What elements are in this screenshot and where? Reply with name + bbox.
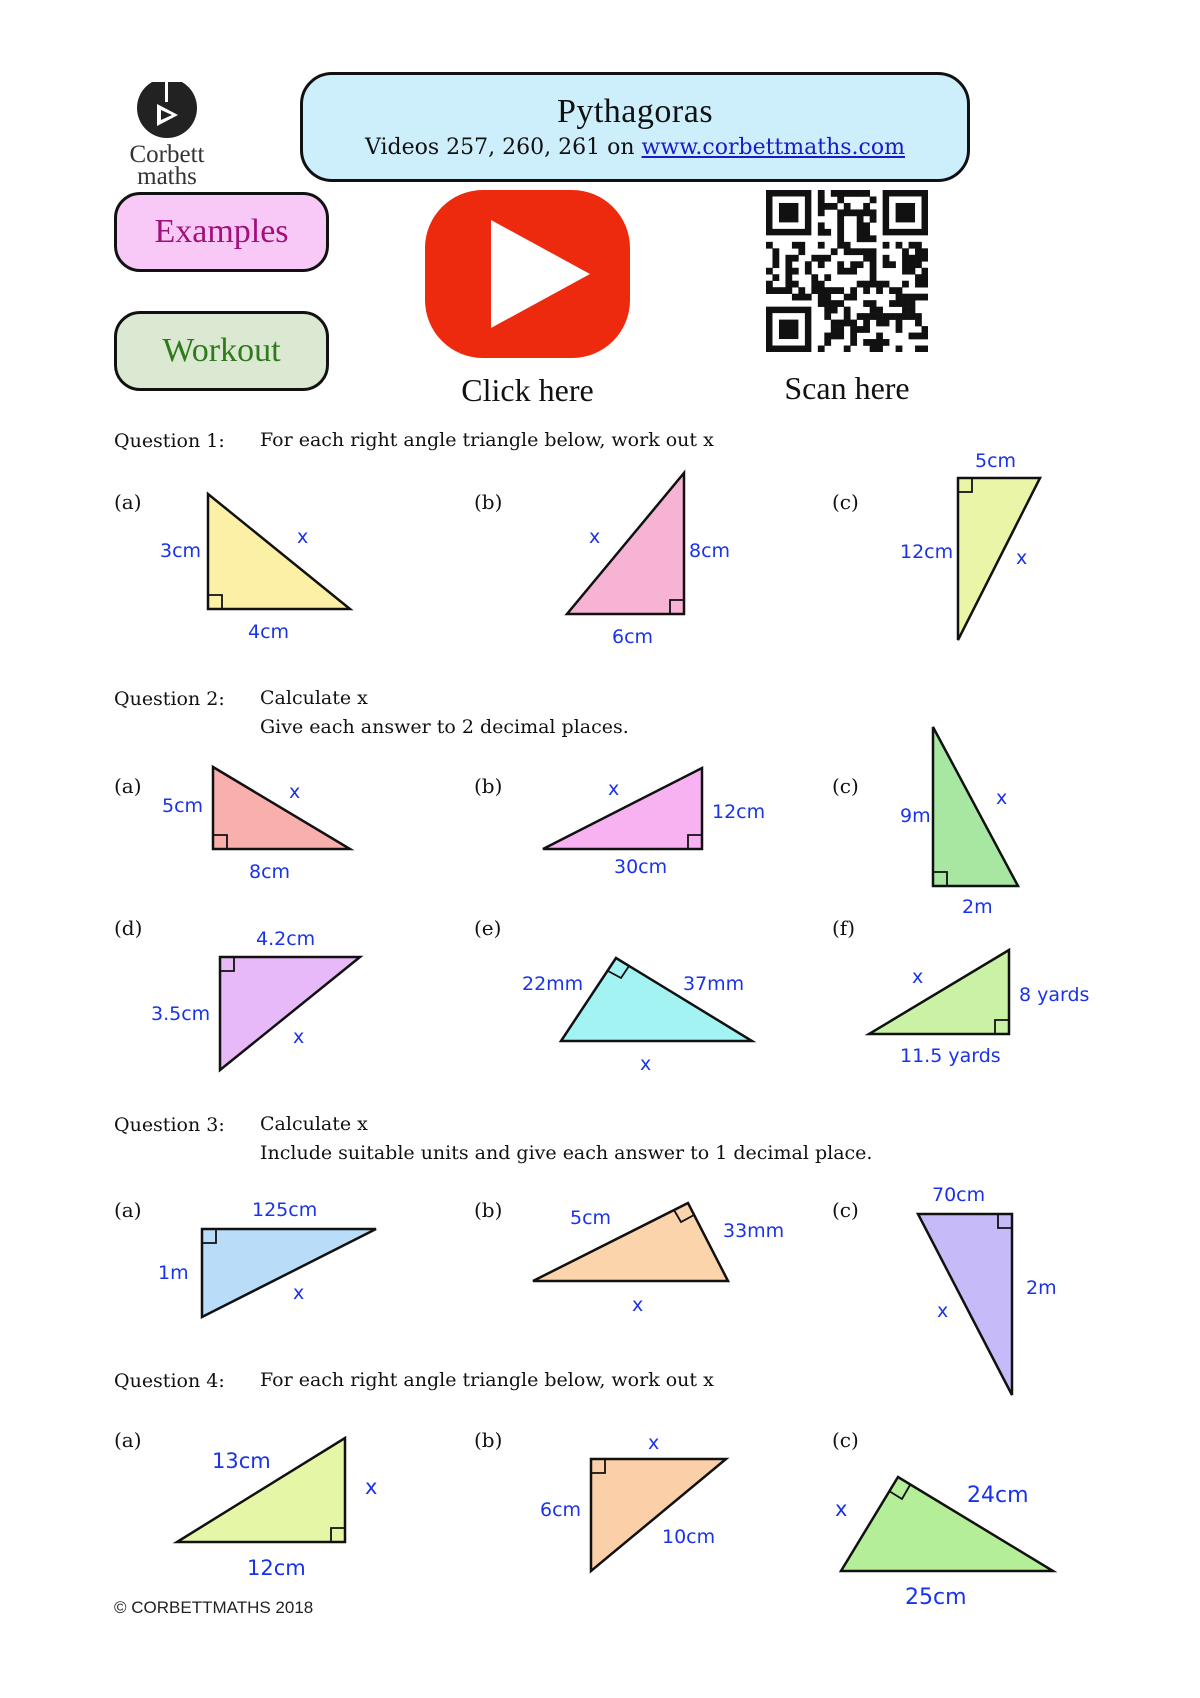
question-2-label: Question 2: — [114, 688, 225, 710]
q1b-triangle — [567, 473, 684, 614]
q2d-label-left: 3.5cm — [151, 1003, 211, 1025]
q2e-label-left: 22mm — [522, 973, 584, 995]
q3c-triangle — [918, 1214, 1012, 1395]
examples-button[interactable]: Examples — [114, 192, 329, 272]
q2b-label-right: 12cm — [712, 801, 766, 823]
q2f-label-hyp: x — [912, 966, 924, 988]
q4b-label-hyp: 10cm — [662, 1526, 716, 1548]
q1a-label-hyp: x — [297, 526, 309, 548]
q1b-label-right: 8cm — [689, 540, 731, 562]
video-reference-text: Videos 257, 260, 261 on — [365, 135, 642, 160]
question-1-label: Question 1: — [114, 430, 225, 452]
q2d-label-top: 4.2cm — [256, 928, 316, 950]
logo-line-1: Corbett — [129, 141, 205, 168]
q4b-triangle — [591, 1459, 726, 1571]
corbettmaths-link[interactable]: www.corbettmaths.com — [641, 135, 905, 160]
q4b-label-left: 6cm — [540, 1499, 582, 1521]
q2f-label-right: 8 yards — [1019, 984, 1090, 1006]
q2c-label-left: 9m — [900, 805, 931, 827]
q2a-label-bottom: 8cm — [249, 861, 291, 883]
q4c-label-bottom: 25cm — [905, 1585, 967, 1610]
q2-part-b: (b) — [474, 774, 503, 798]
q4-part-a: (a) — [114, 1428, 142, 1452]
q4-part-c: (c) — [832, 1428, 859, 1452]
q2e-triangle — [561, 958, 752, 1041]
q1-part-a: (a) — [114, 490, 142, 514]
q2-part-c: (c) — [832, 774, 859, 798]
q3b-label-left: 5cm — [570, 1207, 612, 1229]
q1-part-b: (b) — [474, 490, 503, 514]
q2a-label-hyp: x — [289, 781, 301, 803]
q4-part-b: (b) — [474, 1428, 503, 1452]
q2c-label-bottom: 2m — [962, 896, 993, 918]
q2f-label-bottom: 11.5 yards — [900, 1045, 1001, 1067]
q2a-label-left: 5cm — [162, 795, 204, 817]
q4a-label-right: x — [365, 1475, 378, 1499]
q2b-label-hyp: x — [608, 778, 620, 800]
workout-button[interactable]: Workout — [114, 311, 329, 391]
q2b-label-bottom: 30cm — [614, 856, 668, 878]
q1c-label-hyp: x — [1016, 547, 1028, 569]
page-title: Pythagoras — [556, 93, 714, 130]
q1b-label-hyp: x — [589, 526, 601, 548]
q3c-label-right: 2m — [1026, 1277, 1057, 1299]
q2d-label-hyp: x — [293, 1026, 305, 1048]
question-3-line-2: Include suitable units and give each answer to 1 decimal place. — [260, 1142, 873, 1164]
q2b-triangle — [543, 768, 702, 849]
q4c-label-right: 24cm — [967, 1483, 1029, 1508]
q1a-label-left: 3cm — [160, 540, 202, 562]
q4b-label-top: x — [648, 1432, 660, 1454]
q1-part-c: (c) — [832, 490, 859, 514]
q1a-label-bottom: 4cm — [248, 621, 290, 643]
q3c-label-hyp: x — [937, 1300, 949, 1322]
question-4-text: For each right angle triangle below, work out x — [260, 1369, 714, 1391]
q4a-label-hyp: 13cm — [212, 1449, 271, 1473]
q2f-triangle — [869, 950, 1009, 1034]
q2c-label-hyp: x — [996, 787, 1008, 809]
q2-part-e: (e) — [474, 916, 502, 940]
q2-part-a: (a) — [114, 774, 142, 798]
q3-part-b: (b) — [474, 1198, 503, 1222]
logo-line-2: maths — [137, 163, 197, 190]
question-2-line-2: Give each answer to 2 decimal places. — [260, 716, 629, 738]
question-4-label: Question 4: — [114, 1370, 225, 1392]
q4a-label-bottom: 12cm — [247, 1556, 306, 1580]
q3b-label-bottom: x — [632, 1294, 644, 1316]
question-1-text: For each right angle triangle below, work out x — [260, 429, 714, 451]
copyright-footer: © CORBETTMATHS 2018 — [114, 1598, 314, 1617]
q3a-label-left: 1m — [158, 1262, 189, 1284]
q3-part-c: (c) — [832, 1198, 859, 1222]
q3c-label-top: 70cm — [932, 1184, 986, 1206]
q2d-triangle — [220, 957, 360, 1070]
q2-part-f: (f) — [832, 916, 856, 940]
video-caption[interactable]: Click here — [461, 372, 594, 408]
q1c-label-top: 5cm — [975, 450, 1017, 472]
q2e-label-right: 37mm — [683, 973, 745, 995]
q2a-triangle — [213, 767, 350, 849]
q3b-label-right: 33mm — [723, 1220, 785, 1242]
q2e-label-bottom: x — [640, 1053, 652, 1075]
q3b-triangle — [533, 1203, 728, 1281]
q2-part-d: (d) — [114, 916, 143, 940]
q1b-label-bottom: 6cm — [612, 626, 654, 648]
q1c-label-left: 12cm — [900, 541, 954, 563]
question-3-line-1: Calculate x — [260, 1113, 368, 1135]
qr-caption: Scan here — [784, 370, 910, 406]
q3a-label-top: 125cm — [252, 1199, 318, 1221]
q3a-label-hyp: x — [293, 1282, 305, 1304]
q1c-triangle — [958, 478, 1040, 640]
q4c-label-left: x — [835, 1497, 848, 1521]
q3a-triangle — [202, 1229, 376, 1317]
q1a-triangle — [208, 494, 350, 609]
question-3-label: Question 3: — [114, 1114, 225, 1136]
q3-part-a: (a) — [114, 1198, 142, 1222]
question-2-line-1: Calculate x — [260, 687, 368, 709]
